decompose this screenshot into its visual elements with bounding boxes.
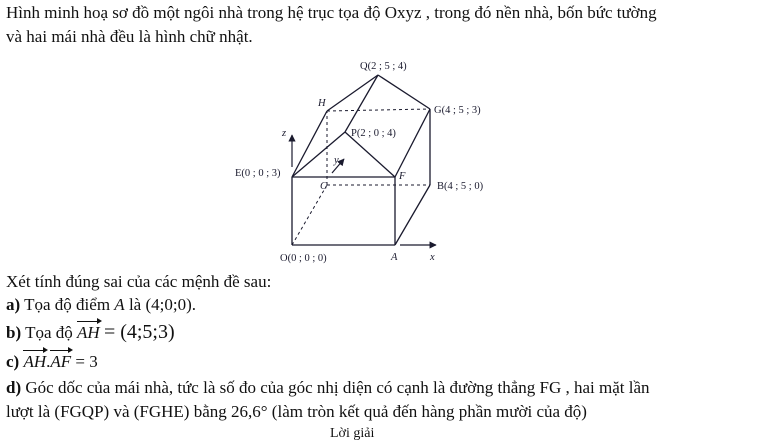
label-B: B(4 ; 5 ; 0) — [437, 181, 484, 192]
statement-c-value: = 3 — [75, 352, 98, 371]
solution-heading-cut: Lời giải — [330, 426, 375, 441]
statement-d-line1 — [6, 378, 650, 398]
label-z: z — [282, 128, 287, 139]
statement-b — [6, 322, 175, 343]
label-F: F — [399, 171, 406, 182]
statement-c-label: c) — [6, 352, 20, 371]
edge-Q-G — [378, 75, 430, 109]
statement-d-label: d) — [6, 378, 22, 397]
statement-b-label: b) — [6, 323, 22, 342]
statement-a-mid: là — [128, 295, 142, 314]
statement-a — [6, 295, 196, 315]
statement-c — [6, 352, 98, 372]
statement-a-text: Tọa độ điểm — [24, 295, 111, 314]
edge-E-H — [292, 111, 327, 177]
vector-AF: AF — [50, 352, 72, 371]
statement-d-line2: lượt là (FGQP) và (FGHE) bằng 26,6° (làm tròn kết quả đến hàng phần mười của độ) — [6, 402, 587, 421]
label-O: O(0 ; 0 ; 0) — [280, 253, 327, 264]
label-C: C — [320, 181, 328, 192]
edge-P-Q — [345, 75, 378, 132]
hidden-O-C — [292, 185, 327, 245]
label-G: G(4 ; 5 ; 3) — [434, 105, 481, 116]
label-P: P(2 ; 0 ; 4) — [351, 128, 396, 139]
label-A: A — [391, 252, 398, 263]
label-E: E(0 ; 0 ; 3) — [235, 168, 281, 179]
question-prompt: Xét tính đúng sai của các mệnh đề sau: — [6, 272, 272, 291]
statement-d-text-1: Góc dốc của mái nhà, tức là số đo của góc nhị diện có cạnh là đường thẳng FG , hai mặt lần — [25, 378, 650, 397]
label-y: y — [334, 155, 339, 166]
house-diagram — [235, 55, 490, 265]
dot-operator: . — [46, 352, 51, 371]
edge-A-B — [395, 185, 430, 245]
label-Q: Q(2 ; 5 ; 4) — [360, 61, 407, 72]
statement-a-label: a) — [6, 295, 21, 314]
vector-AH: AH — [77, 323, 100, 342]
statement-a-value: (4;0;0). — [145, 295, 196, 314]
statement-b-value: = (4;5;3) — [103, 321, 175, 343]
intro-line-2: và hai mái nhà đều là hình chữ nhật. — [6, 27, 253, 46]
statement-b-text: Tọa độ — [25, 323, 73, 342]
edge-H-Q — [327, 75, 378, 111]
vector-AH-c: AH — [23, 352, 47, 371]
statement-a-var: A — [114, 295, 125, 314]
label-x: x — [430, 252, 435, 263]
intro-line-1: Hình minh hoạ sơ đồ một ngôi nhà trong hệ trục tọa độ Oxyz , trong đó nền nhà, bốn bức tường — [6, 3, 657, 22]
label-H: H — [318, 98, 326, 109]
edge-F-G — [395, 109, 430, 177]
hidden-H-G — [327, 109, 430, 111]
